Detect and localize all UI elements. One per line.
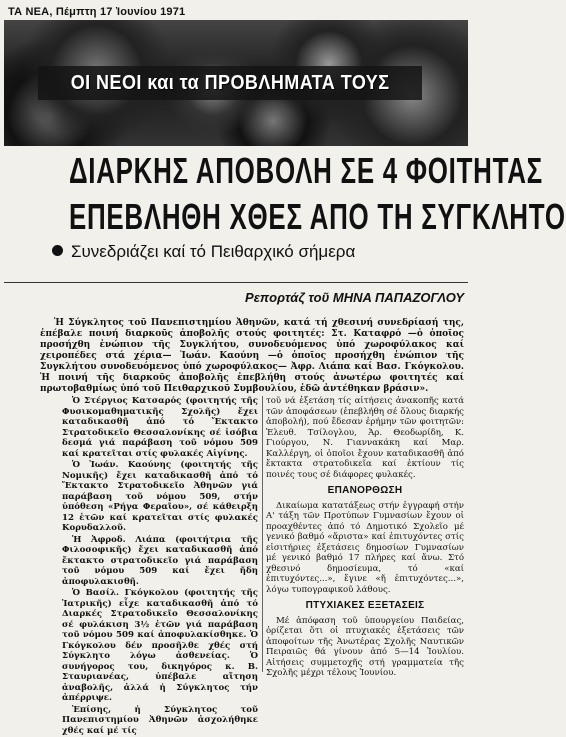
exams-text: Μέ ἀπόφαση τοῦ ὑπουργείου Παιδείας, ὁρίζεται ὅτι οἱ πτυχιακές ἐξετάσεις τῶν ἀποφοίτων τῆς Ἀνωτέρας Σχολῆς Ναυτικῶν Πειραιῶς θά γίνουν ἀπό 5—14 Ἰουλίου. Αἰτήσεις συμμετοχῆς στή γραμματεία τῆς Σχολῆς μέχρι τέλους Ἰουνίου. [266,615,464,678]
intro-text: Ἡ Σύγκλητος τοῦ Πανεπιστημίου Ἀθηνῶν, κατά τή χθεσινή συνεδρίασή της, ἐπέβαλε ποινή διαρκοῦς ἀποβολῆς στούς φοιτητές: Στ. Καταφρό —ὁ ὁποῖος προσήχθη ἐνώπιον τῆς Συγκλήτου, συνοδευόμενος ὑπό χωροφύλακος καί χειροπέδες στά χέρια— Ἰωάν. Καούνη —ὁ ὁποῖος προσήχθη ἐνώπιον τῆς Συγκλήτου συνοδευόμενος ὑπό χωροφύλακος— Ἀφρ. Λιάπα καί Βασ. Γκόγκολου. Ἡ ποινή τῆς διαρκοῦς ἀποβολῆς ἐπεβλήθη στούς ἀνωτέρω φοιτητές καί πρωτοβαθμίως ὑπό τοῦ Πειθαρχικοῦ Συμβουλίου, ἐδῶ ἀντέθηκαν βράσιν». [40,318,464,394]
subheadline [52,242,355,262]
left-column [62,396,258,737]
section-title-exams: ΠΤΥΧΙΑΚΕΣ ΕΞΕΤΑΣΕΙΣ [305,600,425,611]
left-paragraph: Ὁ Βασίλ. Γκόγκολου (φοιτητής τῆς Ἰατρικῆς) εἶχε καταδικασθῆ ἀπό τό Διαρκές Στρατοδικεῖο Θεσσαλονίκης σέ φυλάκιση 3½ ἐτῶν γιά παράβαση τοῦ νόμου 509 καί ἀποφυλακίσθηκε. Ὁ Γκόγκολου δέν προσῆλθε χθές στή Σύγκλητο λόγω ἀσθενείας. Ὁ συνήγορος του, δικηγόρος κ. Β. Σταυριανέας, ὑπέβαλε αἴτηση ἀναβολῆς, ἀλλά ἡ Σύγκλητος τήν ἀπέρριψε. [62,588,258,703]
correction-text: Δικαίωμα κατατάξεως στήν ἐγγραφή στήν Α' τάξη τῶν Προτύπων Γυμνασίων ἔχουν οἱ προαχθέντες ἀπό τό Δημοτικό Σχολεῖο μέ γενικό βαθμό «ἄριστα» καί ἐπιτυχόντες στίς εἰσιτήριες ἐξετάσεις δημοσίων Γυμνασίων μέ γενικό βαθμό 17 πλήρες καί ἄνω. Στό χθεσινό δημοσίευμα, τό «καί ἐπιτυχόντες...», ἔγινε «ἤ ἐπιτυχόντες...», λόγω τυπογραφικοῦ λάθους. [266,500,464,595]
headline-line-2: ΕΠΕΒΛΗΘΗ ΧΘΕΣ ΑΠΟ ΤΗ ΣΥΓΚΛΗΤΟ [68,196,566,237]
banner-bar [38,66,422,100]
left-paragraph: Ὁ Στέργιος Κατσαρός (φοιτητής τῆς Φυσικομαθηματικῆς Σχολῆς) ἔχει καταδικασθῆ ἀπό τό Ἔκτακτο Στρατοδικεῖο Θεσσαλονίκης σέ ἰσόβια δεσμά γιά παράβαση τοῦ νόμου 509 καί κρατεῖται στίς φυλακές Αἰγίνης. [62,396,258,459]
right-intro-paragraph: τοῦ νά ἐξετάση τίς αἰτήσεις ἀνακοπῆς κατά τῶν ἀποφάσεων (ἐπεβλήθη σέ ὅλους διαρκής ἀποβολή), πού ἔδεσαν ἐρήμην τῶν φοιτητῶν: Ἐλευθ. Τσίλογλου, Ἀρ. Θεοδωρίδη, Κ. Γιούργου, Ν. Γιαννακάκη καί Μαρ. Καλλέργη, οἱ ὁποῖοι ἔχουν καταδικασθῆ ἀπό ἔκτακτα στρατοδικεῖα καί ἐκτίουν τίς ποινές τους σέ διάφορες φυλακές. [266,396,464,480]
column-divider [262,396,263,672]
headline-line-1: ΔΙΑΡΚΗΣ ΑΠΟΒΟΛΗ ΣΕ 4 ΦΟΙΤΗΤΑΣ [68,150,543,191]
newspaper-masthead: ΤΑ ΝΕΑ, Πέμπτη 17 Ἰουνίου 1971 [8,6,186,18]
subheadline-text: Συνεδριάζει καί τό Πειθαρχικό σήμερα [71,242,356,261]
left-paragraph: Ὁ Ἰωάν. Καούνης (φοιτητής τῆς Νομικῆς) ἔχει καταδικασθῆ ἀπό τό Ἔκτακτο Στρατοδικεῖο Ἀθηνῶν γιά παράβαση τοῦ νόμου 509, στήν ὑπόθεση «Ρήγα Φεραῖου», σέ κάθειρξη 12 ἐτῶν καί κρατεῖται στίς φυλακές Κορυδαλλοῦ. [62,460,258,533]
bullet-icon [52,245,63,256]
left-paragraph: Ἡ Ἀφροδ. Λιάπα (φοιτήτρια τῆς Φιλοσοφικῆς) ἔχει καταδικασθῆ ἀπό ἔκτακτο στρατοδικεῖο γιά παράβαση τοῦ νόμου 509 καί ἔχει ἤδη ἀποφυλακισθῆ. [62,534,258,587]
section-title-correction: ΕΠΑΝΟΡΘΩΣΗ [327,485,403,496]
left-paragraph: Ἐπίσης, ἡ Σύγκλητος τοῦ Πανεπιστημίου Ἀθηνῶν ἀσχολήθηκε χθές καί μέ τίς [62,704,258,736]
series-banner-title: ΟΙ ΝΕΟΙ και τα ΠΡΟΒΛΗΜΑΤΑ ΤΟΥΣ [70,71,390,94]
intro-paragraph [40,318,464,395]
reporter-byline: Ρεπορτάζ τοῦ ΜΗΝΑ ΠΑΠΑΖΟΓΛΟΥ [245,290,464,305]
divider [4,282,468,283]
crowd-photo [4,20,468,146]
right-column [266,396,464,680]
